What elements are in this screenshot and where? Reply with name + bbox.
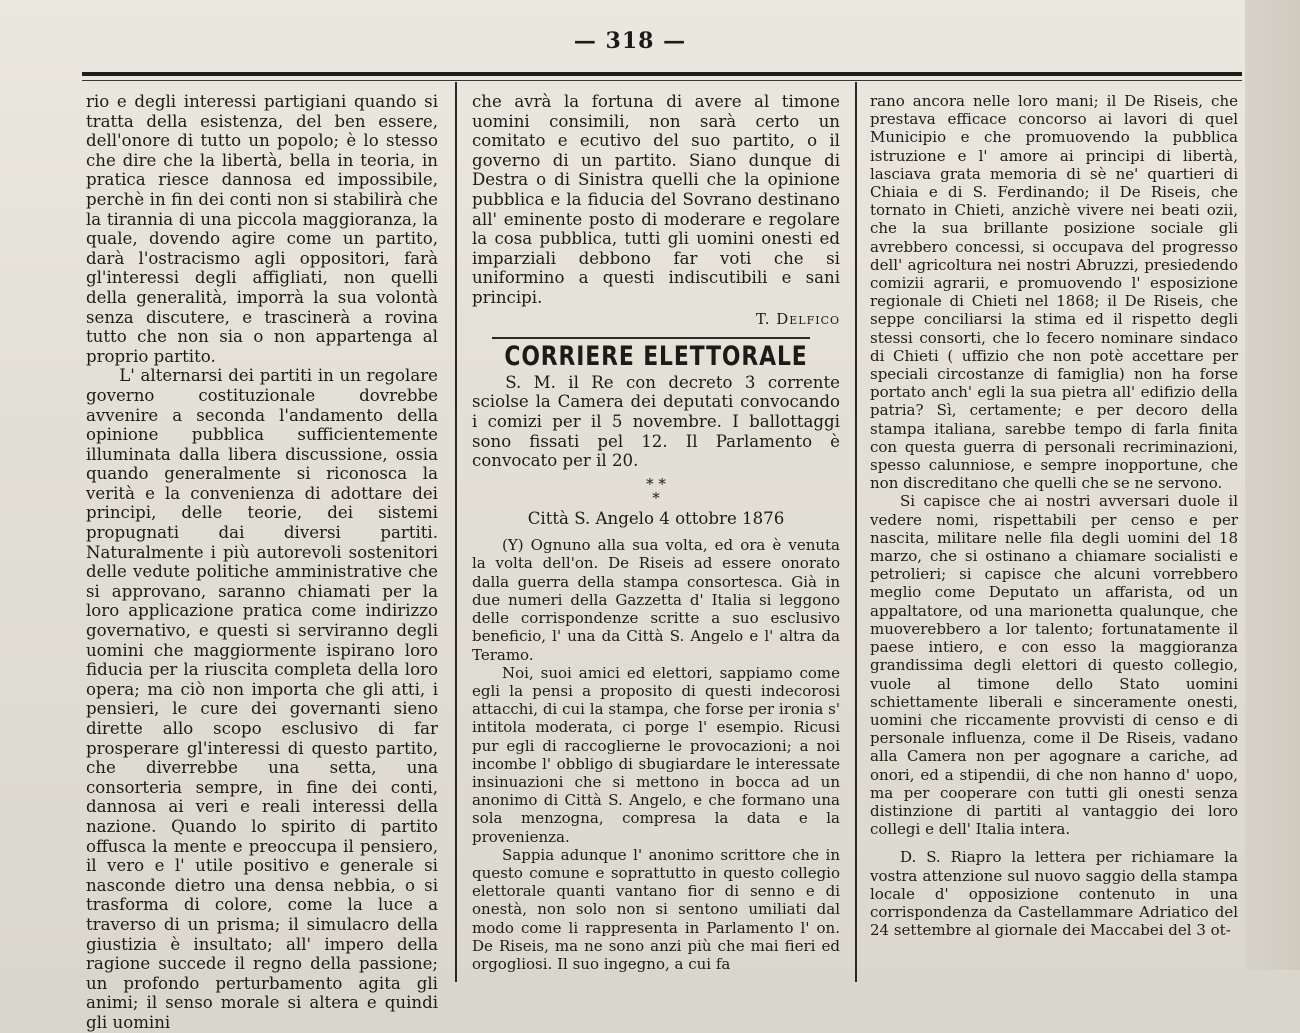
column-separator bbox=[855, 82, 857, 982]
paragraph: che avrà la fortuna di avere al timone uomini consimili, non sarà certo un comitato e ecutivo del suo partito, o il governo di un partito. Siano dunque di Destra o di Sinistra quelli che la opinione pubblica e la fiducia del Sovrano destinano all' eminente posto di moderare e regolare la cosa pubblica, tutti gli uomini onesti ed imparziali debbono far voti che si uniformino a questi indiscutibili e sani principi. bbox=[472, 92, 840, 307]
letter-paragraph: Sappia adunque l' anonimo scrittore che in questo comune e soprattutto in questo collegio elettorale quanti vantano fior di senno e di onestà, non solo non si sentono umiliati dal modo come li rappresenta in Parlamento l' on. De Riseis, ma ne sono anzi più che mai fieri ed orgogliosi. Il suo ingegno, a cui fa bbox=[472, 845, 840, 973]
dateline: Città S. Angelo 4 ottobre 1876 bbox=[527, 508, 785, 528]
header-rule-thin bbox=[82, 80, 1242, 81]
column-3 bbox=[870, 92, 1238, 970]
paragraph: rano ancora nelle loro mani; il De Riseis, che prestava efficace concorso ai lavori di quel Municipio e che promuovendo la pubblica istruzione e l' amore ai principi di libertà, lasciava grata memoria di sè ne' quartieri di Chiaia e di S. Ferdinando; il De Riseis, che tornato in Chieti, anzichè vivere nei beati ozii, che la sua brillante posizione sociale gli avrebbero concessi, si occupava del progresso dell' agricoltura nei nostri Abruzzi, presiedendo comizii agrarii, e promuovendo l' esposizione regionale di Chieti nel 1868; il De Riseis, che seppe conciliarsi la stima ed il rispetto degli stessi consorti, che lo fecero nominare sindaco di Chieti ( uffizio che non potè accettare per speciali circostanze di famiglia) non ha forse portato anch' egli la sua pietra all' edifizio della patria? Sì, certamente; e per decoro della stampa italiana, sarebbe tempo di farla finita con questa guerra di personali recriminazioni, spesso calunniose, e sempre inopportune, che non discreditano che quelli che se ne servono. bbox=[870, 92, 1238, 493]
section-asterisks: * * * bbox=[646, 474, 666, 507]
letter-paragraph: (Y) Ognuno alla sua volta, ed ora è venuta la volta dell'on. De Riseis ad essere onorato dalla guerra della stampa consortesca. Già in due numeri della Gazzetta d' Italia si leggono delle corrispondenze scritte a suo esclusivo beneficio, l' una da Città S. Angelo e l' altra da Teramo. bbox=[472, 536, 840, 664]
page-number: — 318 — bbox=[573, 28, 687, 54]
header-rule bbox=[82, 72, 1242, 76]
page-edge bbox=[1245, 0, 1300, 970]
column-2 bbox=[472, 92, 840, 973]
column-separator bbox=[455, 82, 457, 982]
paragraph: rio e degli interessi partigiani quando si tratta della esistenza, del ben essere, dell'onore di tutto un popolo; è lo stesso che dire che la libertà, bella in teoria, in pratica riesce dannosa ed impossibile, perchè in fin dei conti non si stabilirà che la tirannia di una piccola maggioranza, la quale, dovendo agire come un partito, darà l'ostracismo agli oppositori, farà gl'interessi degli affigliati, non quelli della generalità, imporrà la sua volontà senza discutere, e trascinerà a rovina tutto che non sia o non appartenga al proprio partito. bbox=[86, 92, 438, 366]
news-paragraph: S. M. il Re con decreto 3 corrente sciolse la Camera dei deputati convocando i comizi per il 5 novembre. I ballottaggi sono fissati pel 12. Il Parlamento è convocato per il 20. bbox=[472, 372, 840, 471]
section-rule bbox=[492, 337, 810, 339]
column-1 bbox=[86, 92, 438, 1032]
section-title: CORRIERE ELETTORALE bbox=[504, 341, 808, 373]
letter-paragraph: Noi, suoi amici ed elettori, sappiamo come egli la pensi a proposito di questi indecorosi attacchi, di cui la stampa, che forse per ironia s' intitola moderata, ci porge l' esempio. Ricusi pur egli di raccoglierne le provocazioni; a noi incombe l' obbligo di sbugiardare le interessate insinuazioni che si mettono in bocca ad un anonimo di Città S. Angelo, e che formano una sola menzogna, compresa la data e la provenienza. bbox=[472, 663, 840, 846]
paragraph: L' alternarsi dei partiti in un regolare governo costituzionale dovrebbe avvenire a seconda l'andamento della opinione pubblica sufficientemente illuminata dalla libera discussione, ossia quando generalmente si riconosca la verità e la convenienza di adottare dei principi, delle teorie, dei sistemi propugnati dai diversi partiti. Naturalmente i più autorevoli sostenitori delle vedute politiche amministrative che si approvano, saranno chiamati per la loro applicazione pratica come indirizzo governativo, e questi si serviranno degli uomini che maggiormente ispirano loro fiducia per la riuscita completa della loro opera; ma ciò non importa che gli atti, i pensieri, le cure dei governanti sieno dirette allo scopo esclusivo di far prosperare gl'interessi di questo partito, che diverrebbe una setta, una consorteria sempre, in fine dei conti, dannosa ai veri e reali interessi della nazione. Quando lo spirito di partito offusca la mente e preoccupa il pensiero, il vero e l' utile positivo e generale si nasconde dietro una densa nebbia, o si trasforma di colore, come la luce a traverso di un prisma; il simulacro della giustizia è insultato; all' impero della ragione succede il regno della passione; un profondo perturbamento agita gli animi; il senso morale si altera e quindi gli uomini bbox=[86, 366, 438, 1032]
paragraph: D. S. Riapro la lettera per richiamare la vostra attenzione sul nuovo saggio della stampa locale d' opposizione contenuto in una corrispondenza da Castellammare Adriatico del 24 settembre al giornale dei Maccabei del 3 ot- bbox=[870, 848, 1238, 940]
paragraph: Si capisce che ai nostri avversari duole il vedere nomi, rispettabili per censo e per nascita, militare nelle fila degli uomini del 18 marzo, che si ostinano a chiamare socialisti e petrolieri; si capisce che alcuni vorrebbero meglio come Deputato un affarista, od un appaltatore, od una marionetta qualunque, che muoverebbero a lor talento; fortunatamente il paese intiero, e con esso la maggioranza grandissima degli elettori di questo collegio, vuole al timone dello Stato uomini schiettamente liberali e sinceramente onesti, uomini che riccamente provvisti di censo e di personale influenza, come il De Riseis, vadano alla Camera non per agognare a cariche, ad onori, ed a stipendii, di che non hanno d' uopo, ma per cooperare con tutti gli onesti senza distinzione di partiti al vantaggio dei loro collegi e dell' Italia intera. bbox=[870, 492, 1238, 839]
signature: T. Delfico bbox=[755, 309, 840, 328]
